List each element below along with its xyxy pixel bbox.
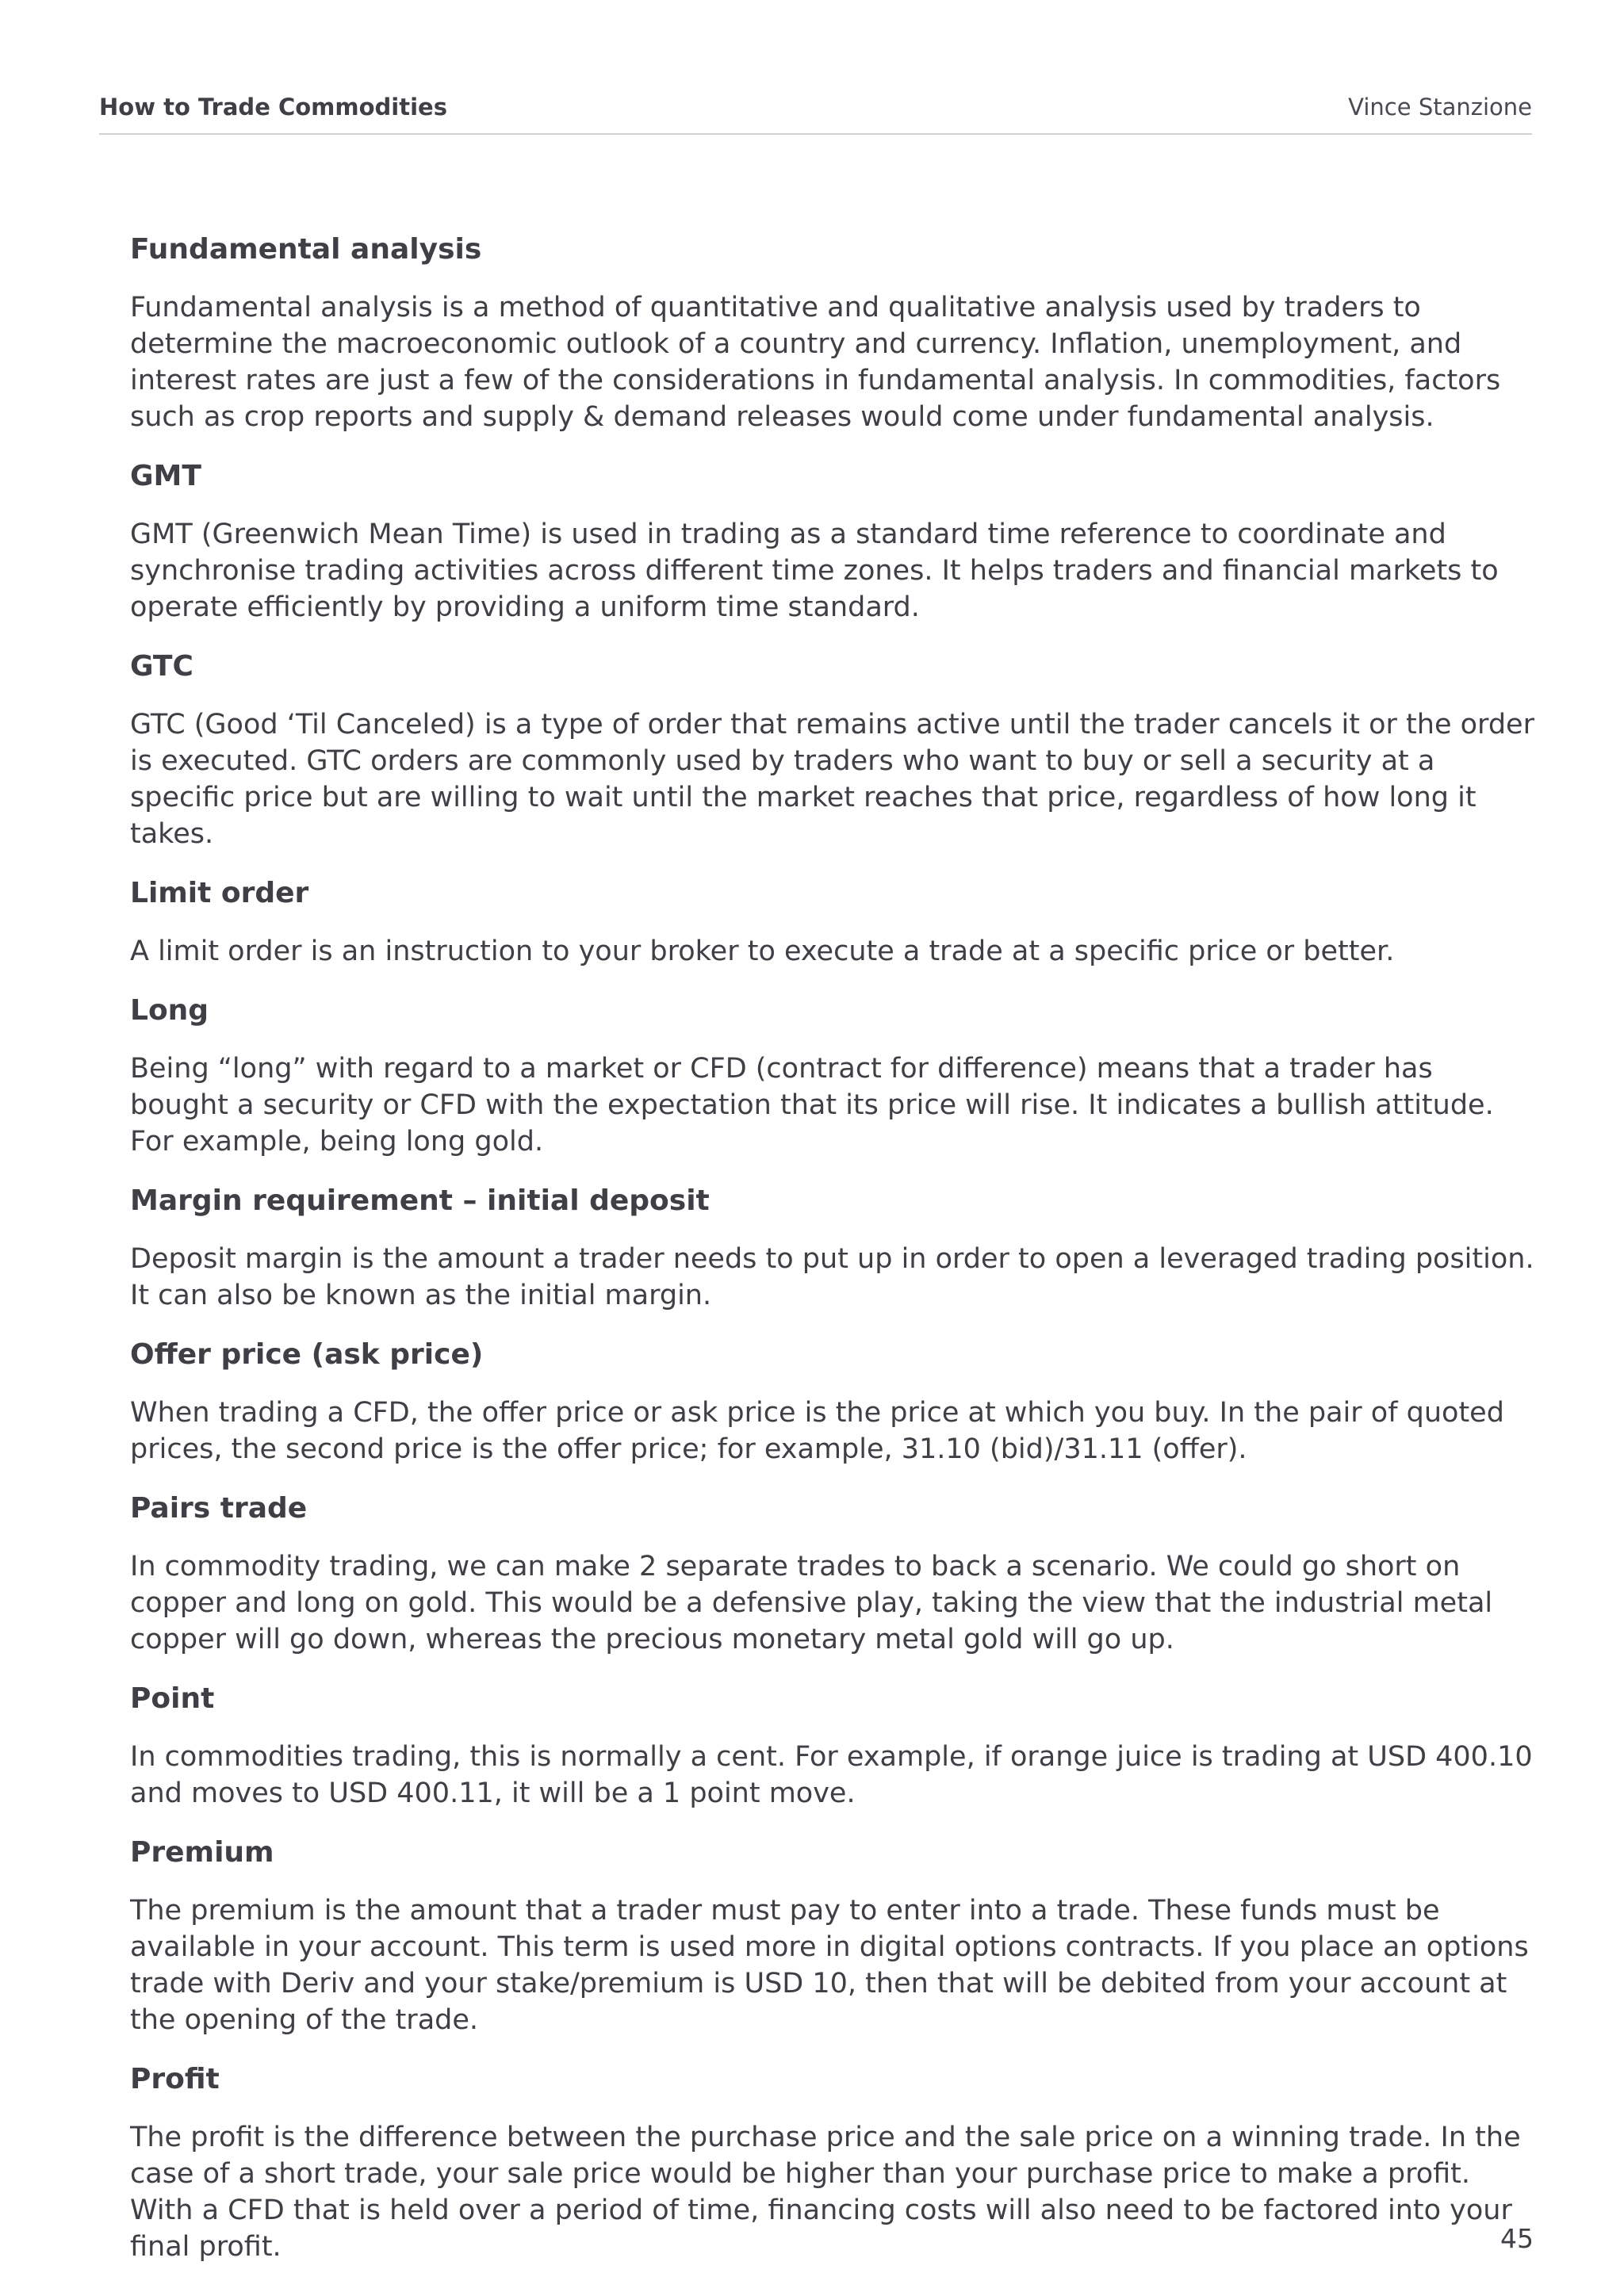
glossary-term: GTC — [130, 650, 193, 683]
glossary-entry-profit — [130, 2061, 1535, 2265]
glossary-definition: Fundamental analysis is a method of quantitative and qualitative analysis used by traders to determine the macroeconomic outlook of a country and currency. Inflation, unemployment, and interest rates are just a few of the considerations in fundamental analysis. In commodities, factors such as crop reports and supply & demand releases would come under fundamental analysis. — [130, 292, 1501, 433]
glossary-definition: When trading a CFD, the offer price or ask price is the price at which you buy. In the pair of quoted prices, the second price is the offer price; for example, 31.10 (bid)/31.11 (offer). — [130, 1397, 1504, 1465]
glossary-definition: In commodities trading, this is normally a cent. For example, if orange juice is trading at USD 400.10 and moves to USD 400.11, it will be a 1 point move. — [130, 1741, 1533, 1809]
glossary-definition: Being “long” with regard to a market or CFD (contract for difference) means that a trader has bought a security or CFD with the expectation that its price will rise. It indicates a bullish attitude. For example, being long gold. — [130, 1053, 1494, 1158]
glossary-term: Pairs trade — [130, 1492, 308, 1525]
page-number: 45 — [1500, 2223, 1534, 2254]
glossary-term: GMT — [130, 460, 201, 492]
glossary-entry-point — [130, 1681, 1535, 1812]
glossary-definition: In commodity trading, we can make 2 separate trades to back a scenario. We could go short on copper and long on gold. This would be a defensive play, taking the view that the industrial metal copper will go down, whereas the precious monetary metal gold will go up. — [130, 1551, 1493, 1655]
glossary-entry-limit-order — [130, 875, 1535, 970]
glossary-entry-gmt — [130, 458, 1535, 626]
glossary-term: Offer price (ask price) — [130, 1338, 484, 1371]
glossary-entry-pairs-trade — [130, 1490, 1535, 1658]
glossary-entry-offer-price — [130, 1337, 1535, 1468]
glossary-definition: The profit is the difference between the purchase price and the sale price on a winning trade. In the case of a short trade, your sale price would be higher than your purchase price to make a profit. With a CFD that is held over a period of time, financing costs will also need to be factored into your final profit. — [130, 2122, 1521, 2263]
glossary-entry-long — [130, 993, 1535, 1160]
glossary-term: Premium — [130, 1836, 274, 1869]
glossary-definition: The premium is the amount that a trader must pay to enter into a trade. These funds must be available in your account. This term is used more in digital options contracts. If you place an options trade with Deriv and your stake/premium is USD 10, then that will be debited from your account at the opening of the trade. — [130, 1895, 1529, 2036]
glossary-content — [130, 232, 1535, 2288]
glossary-term: Margin requirement – initial deposit — [130, 1184, 710, 1217]
glossary-definition: Deposit margin is the amount a trader needs to put up in order to open a leveraged trading position. It can also be known as the initial margin. — [130, 1243, 1534, 1311]
document-title: How to Trade Commodities — [99, 94, 447, 121]
glossary-term: Fundamental analysis — [130, 233, 482, 266]
author-name: Vince Stanzione — [1348, 94, 1532, 121]
glossary-term: Long — [130, 994, 209, 1027]
glossary-entry-gtc — [130, 649, 1535, 852]
glossary-entry-margin-requirement — [130, 1183, 1535, 1314]
glossary-definition: GMT (Greenwich Mean Time) is used in trading as a standard time reference to coordinate and synchronise trading activities across different time zones. It helps traders and financial markets to operate efficiently by providing a uniform time standard. — [130, 519, 1499, 623]
glossary-term: Profit — [130, 2063, 220, 2095]
glossary-term: Limit order — [130, 877, 309, 909]
page-header — [99, 94, 1532, 135]
glossary-entry-premium — [130, 1835, 1535, 2038]
glossary-term: Point — [130, 1682, 215, 1715]
glossary-entry-fundamental-analysis — [130, 232, 1535, 435]
glossary-definition: A limit order is an instruction to your broker to execute a trade at a specific price or better. — [130, 936, 1395, 967]
glossary-definition: GTC (Good ‘Til Canceled) is a type of order that remains active until the trader cancels it or the order is executed. GTC orders are commonly used by traders who want to buy or sell a security at a specific price but are willing to wait until the market reaches that price, regardless of how long it takes. — [130, 709, 1534, 850]
